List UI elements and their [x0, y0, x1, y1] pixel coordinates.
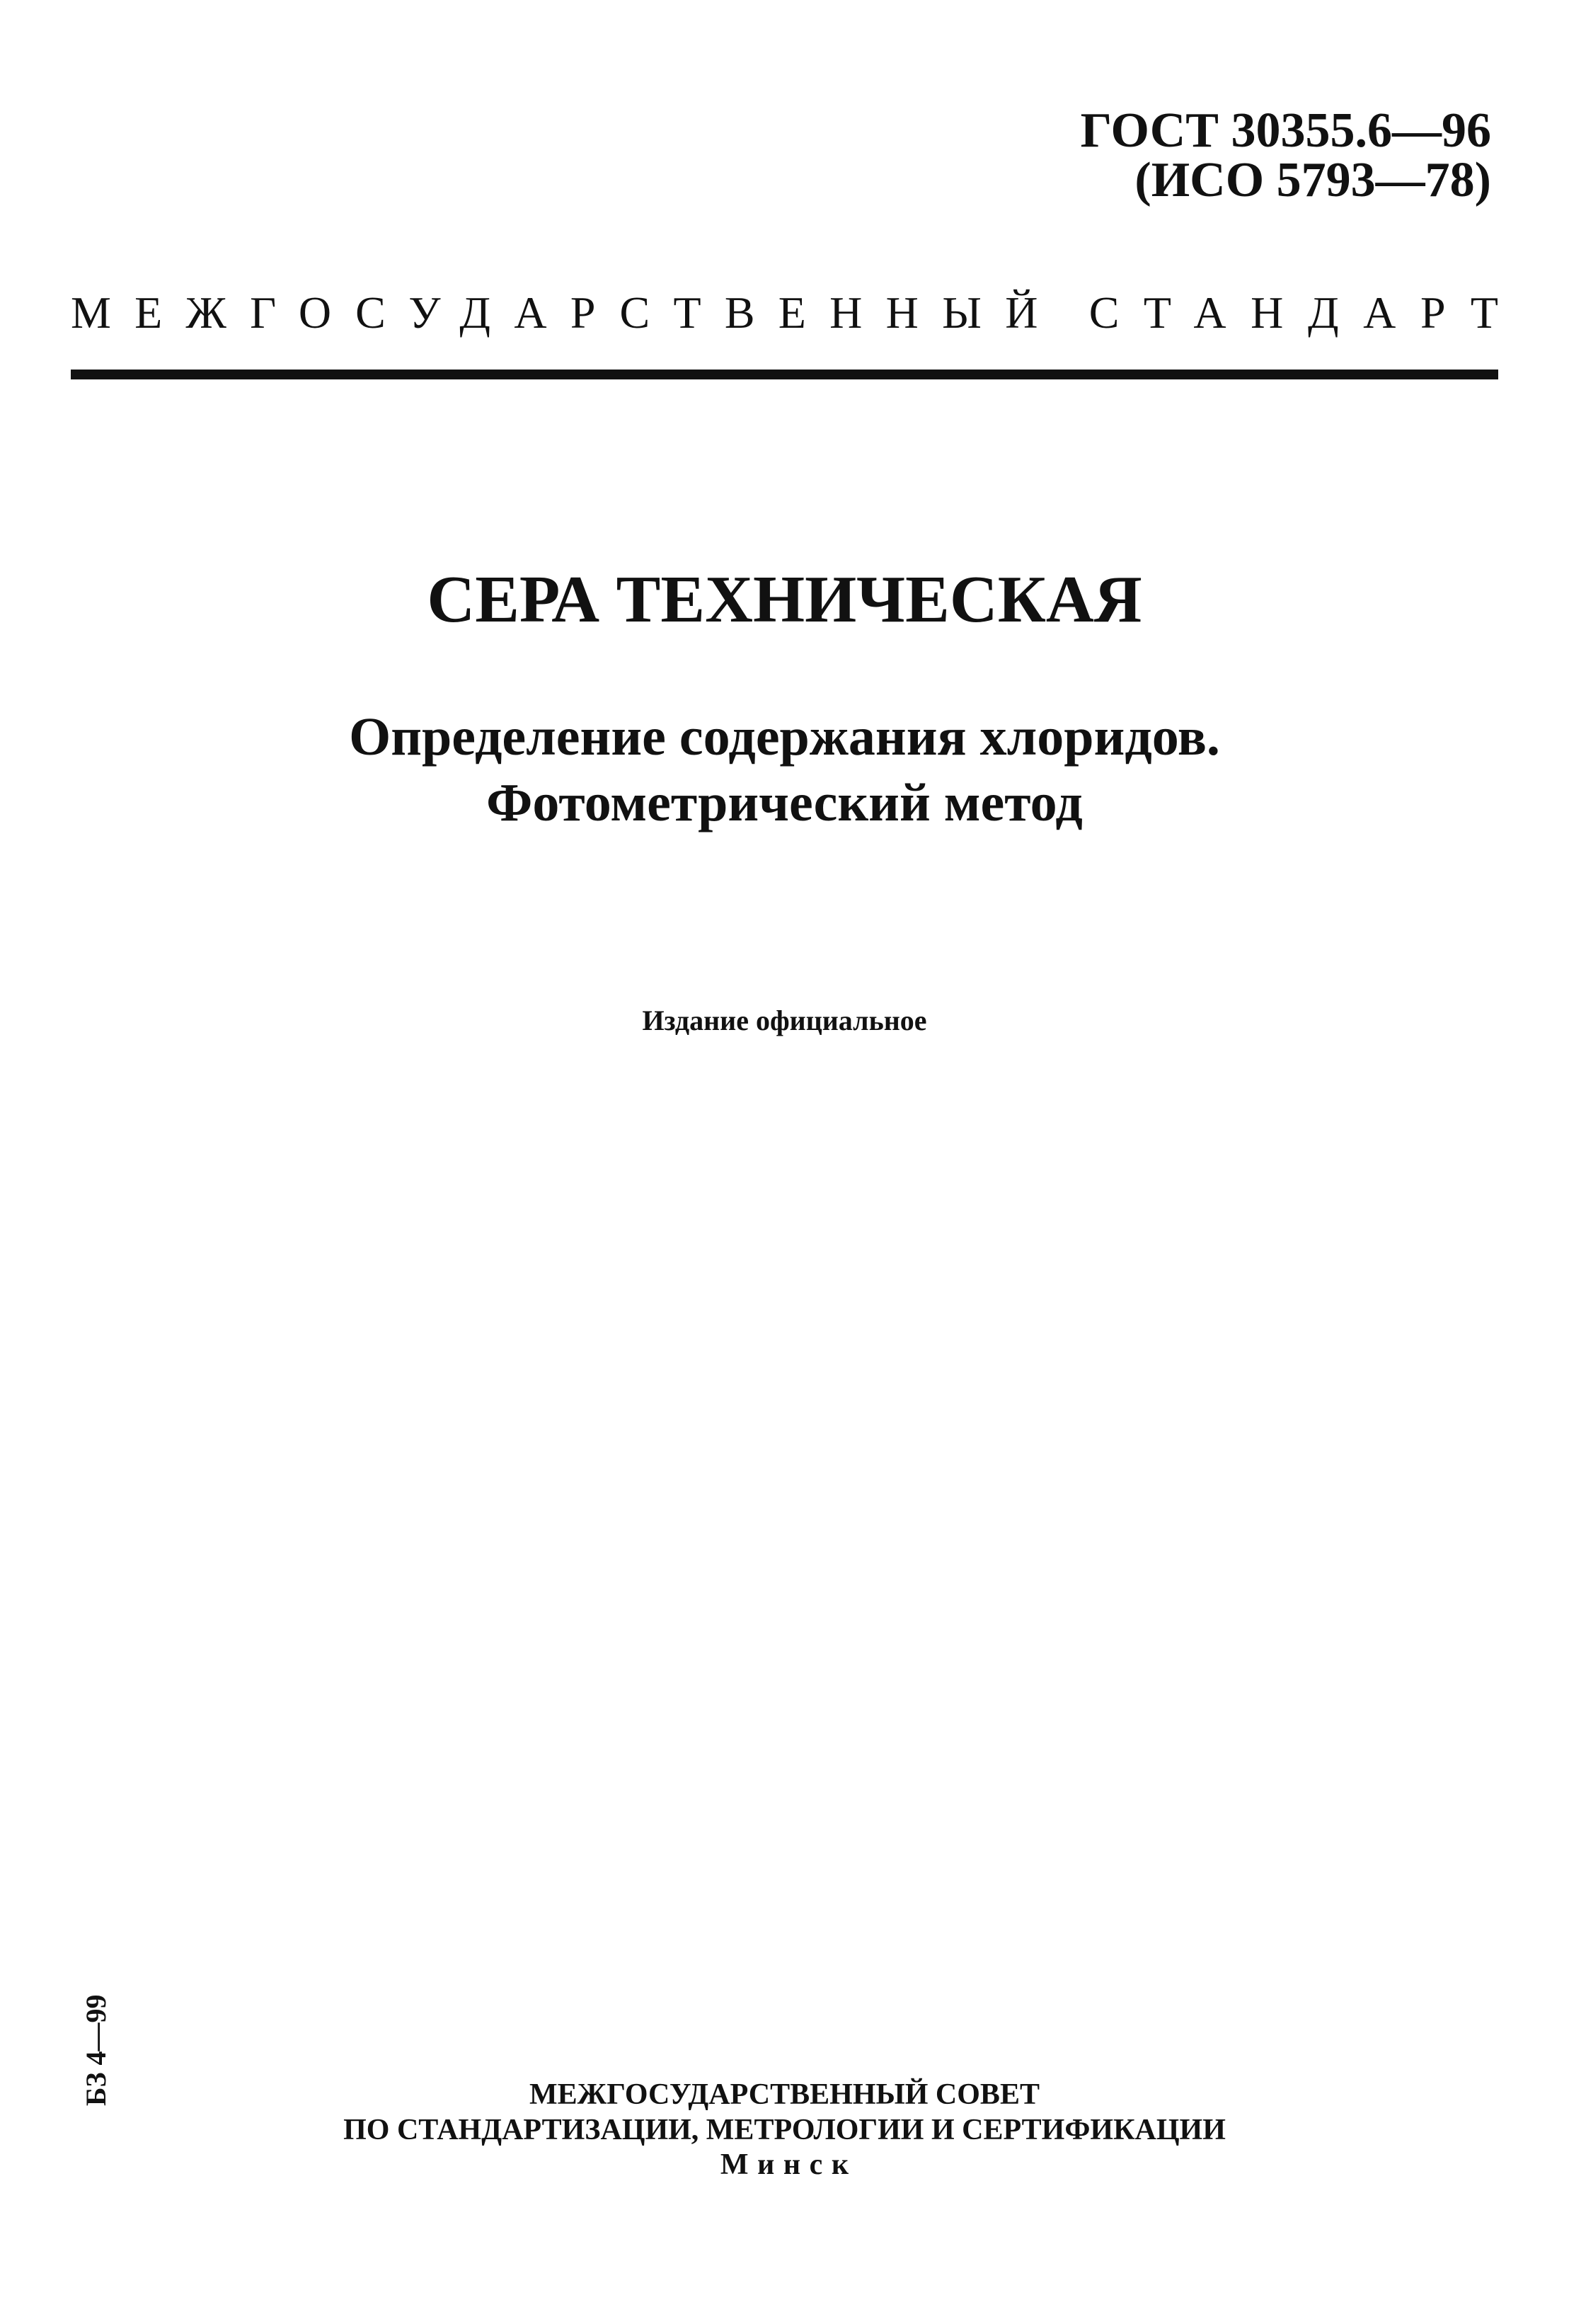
side-catalog-code: БЗ 4—99 — [80, 1994, 112, 2106]
publisher-city: Минск — [720, 2148, 858, 2182]
standard-kind-banner — [71, 287, 1523, 338]
edition-label: Издание официальное — [642, 1004, 927, 1036]
subtitle-line-2: Фотометрический метод — [486, 772, 1083, 832]
standard-kind-word-interstate: МЕЖГОСУДАРСТВЕННЫЙ — [71, 287, 1062, 338]
document-subtitle — [0, 704, 1569, 835]
publisher-line-2: ПО СТАНДАРТИЗАЦИИ, МЕТРОЛОГИИ И СЕРТИФИКАЦИИ — [343, 2113, 1226, 2146]
gost-number: ГОСТ 30355.6—96 — [1080, 103, 1491, 158]
publisher-line-1: МЕЖГОСУДАРСТВЕННЫЙ СОВЕТ — [529, 2078, 1040, 2111]
document-title: СЕРА ТЕХНИЧЕСКАЯ — [427, 563, 1142, 636]
standard-kind-word-standard: СТАНДАРТ — [1088, 287, 1523, 338]
header-rule-divider — [71, 370, 1498, 379]
subtitle-line-1: Определение содержания хлоридов. — [349, 707, 1220, 767]
publisher-block — [0, 2078, 1569, 2183]
iso-number: (ИСО 5793—78) — [1134, 153, 1491, 207]
standard-designation-block — [1080, 103, 1491, 207]
